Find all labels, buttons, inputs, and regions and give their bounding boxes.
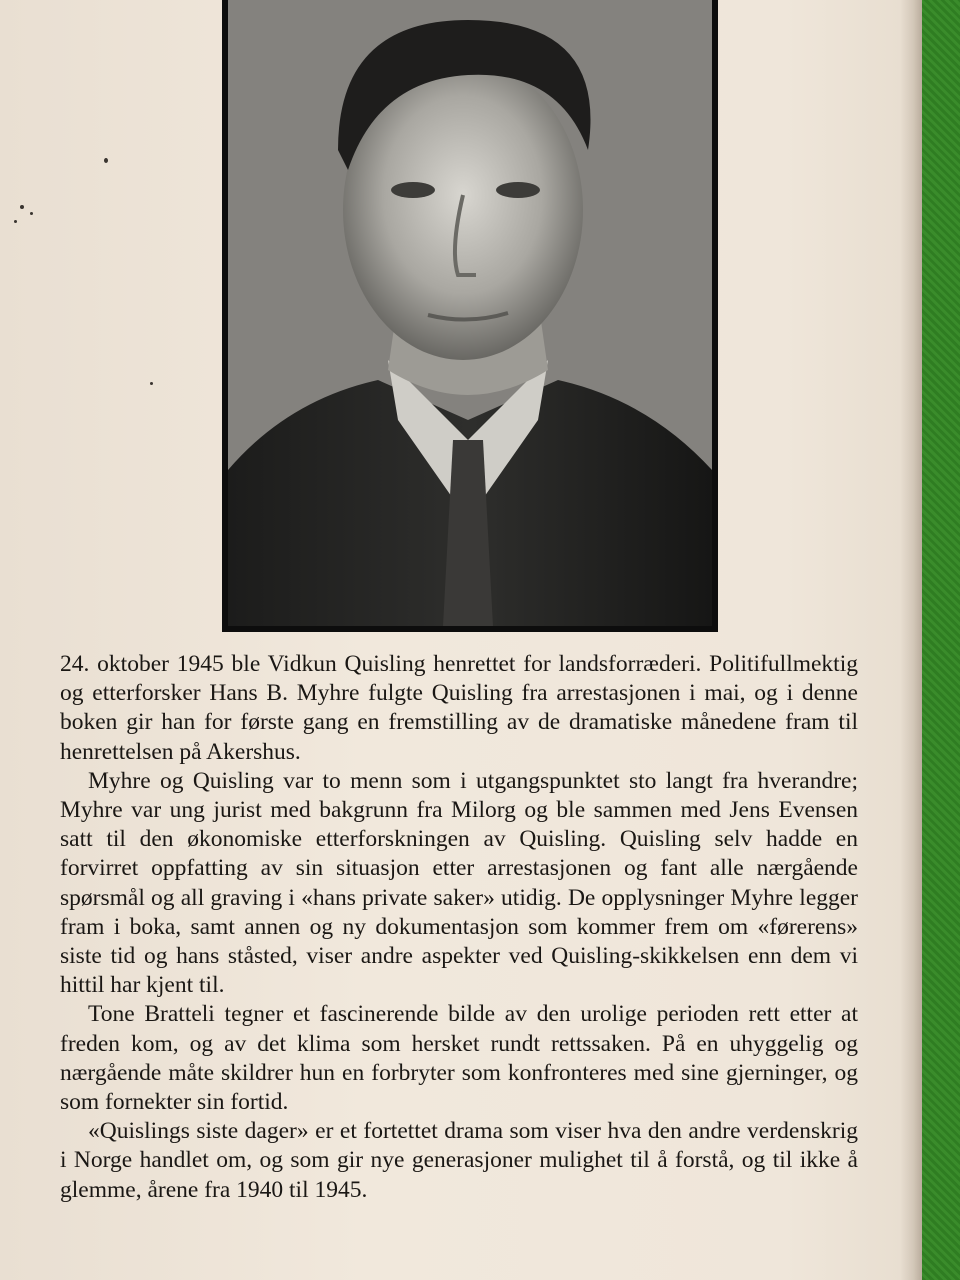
cover-edge-shadow: [900, 0, 922, 1280]
portrait-photo: [228, 0, 712, 626]
paper-speck: [14, 220, 17, 223]
paper-speck: [150, 382, 153, 385]
paper-speck: [104, 158, 108, 163]
portrait-illustration: [228, 0, 712, 626]
portrait-photo-frame: [222, 0, 718, 632]
paper-speck: [20, 205, 24, 209]
paper-speck: [30, 212, 33, 215]
blurb-text: [60, 650, 858, 1205]
blurb-paragraph-2: Myhre og Quisling var to menn som i utgangspunktet sto langt fra hverandre; Myhre var ung jurist med bakgrunn fra Milorg og ble sammen med Jens Evensen satt til den økonomiske etterforskningen av Quisling. Quisling selv hadde en forvirret oppfatting av sin situasjon etter arrestasjonen og fant alle nærgående spørsmål og all graving i «hans private saker» utidig. De opplysninger Myhre legger fram i boka, samt annen og ny dokumentasjon som kommer frem om «førerens» siste tid og hans ståsted, viser andre aspekter ved Quisling-skikkelsen enn dem vi hittil har kjent til.: [60, 767, 858, 999]
blurb-paragraph-4: «Quislings siste dager» er et fortettet drama som viser hva den andre verdenskrig i Norge handlet om, og som gir nye generasjoner mulighet til å forstå, og til ikke å glemme, årene fra 1940 til 1945.: [60, 1118, 858, 1203]
blurb-paragraph-3: Tone Bratteli tegner et fascinerende bilde av den urolige perioden rett etter at freden kom, og av det klima som hersket rundt rettssaken. På en uhyggelig og nærgående måte skildrer hun en forbryter som konfronteres med sine gjerninger, og som fornekter sin fortid.: [60, 1001, 858, 1116]
blurb-paragraph-1: 24. oktober 1945 ble Vidkun Quisling henrettet for landsforræderi. Politifullmektig og etterforsker Hans B. Myhre fulgte Quisling fra arrestasjonen i mai, og i denne boken gir han for første gang en fremstilling av de dramatiske månedene fram til henrettelsen på Akershus.: [60, 651, 858, 765]
green-felt-background: [922, 0, 960, 1280]
